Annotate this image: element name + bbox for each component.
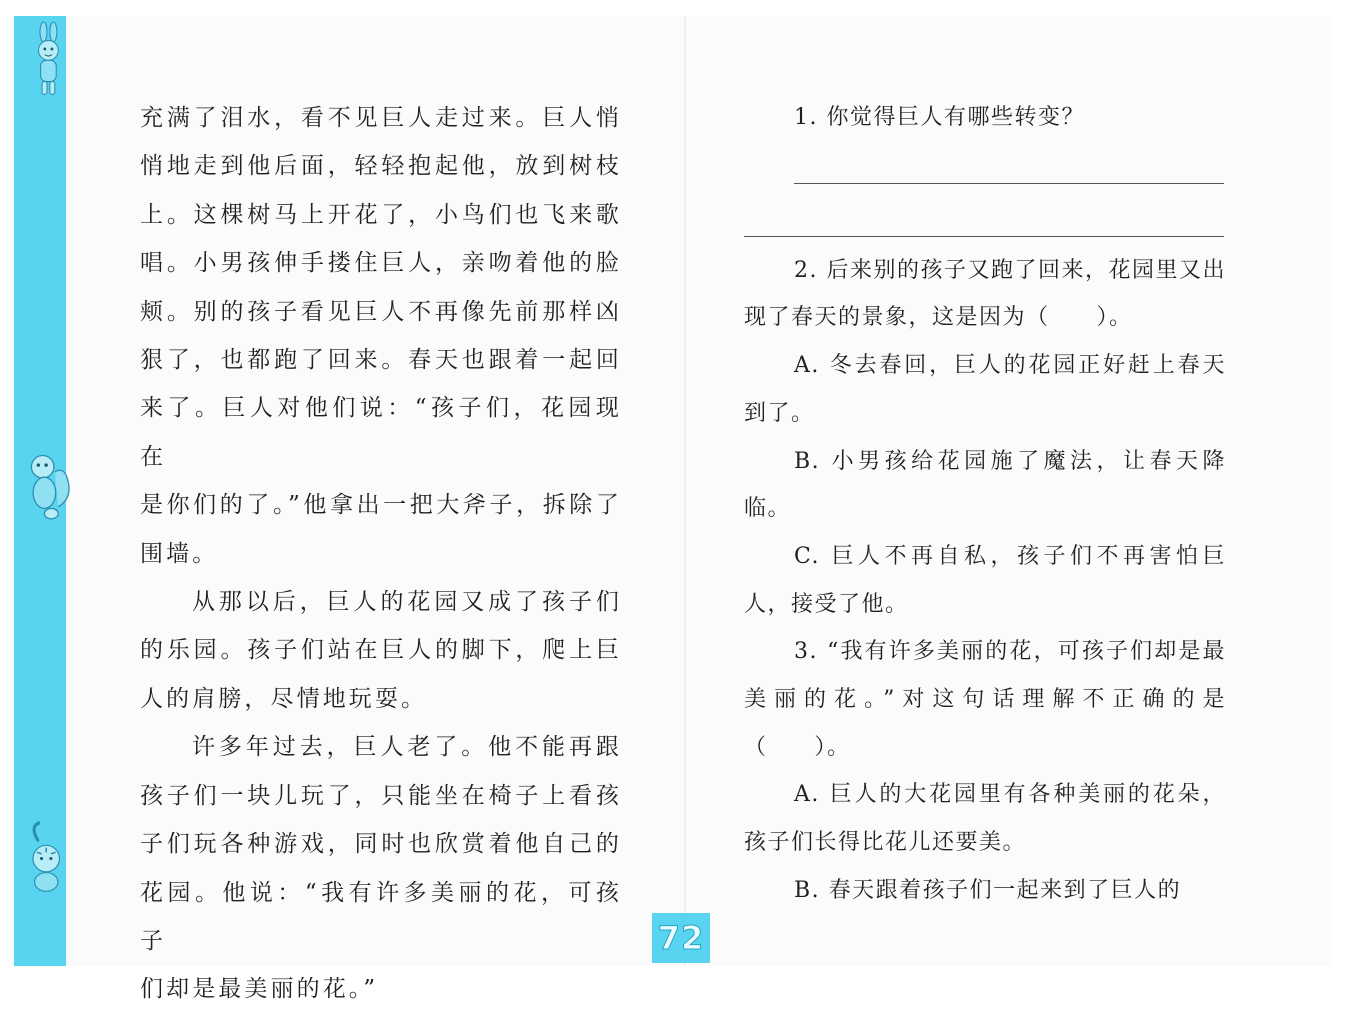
- text-line: 许多年过去，巨人老了。他不能再跟: [192, 734, 622, 761]
- paragraph-3: [140, 723, 622, 1013]
- text-line: 充满了泪水，看不见巨人走过来。巨人悄: [140, 105, 622, 131]
- answer-line-2[interactable]: [744, 236, 1224, 237]
- text-line: 上。这棵树马上开花了，小鸟们也飞来歌: [140, 201, 622, 228]
- margin-color-strip: [14, 16, 66, 966]
- page-number-badge: [652, 913, 710, 963]
- answer-space: [744, 142, 1226, 247]
- option-2b: B. 小男孩给花园施了魔法，让春天降临。: [744, 448, 1226, 522]
- paragraph-1: [140, 94, 622, 578]
- question-1: 1. 你觉得巨人有哪些转变？: [794, 105, 1085, 130]
- text-line: 颊。别的孩子看见巨人不再像先前那样凶: [140, 298, 622, 325]
- page-number: 72: [657, 919, 705, 957]
- option-2c: C. 巨人不再自私，孩子们不再害怕巨人，接受了他。: [744, 543, 1226, 617]
- book-spine: [684, 16, 686, 966]
- text-line: 是你们的了。”他拿出一把大斧子，拆除了: [140, 492, 622, 519]
- answer-line-1[interactable]: [794, 183, 1224, 184]
- text-line: 唱。小男孩伸手搂住巨人，亲吻着他的脸: [140, 250, 622, 277]
- text-line: 来了。巨人对他们说：“孩子们，花园现在: [140, 395, 622, 470]
- paragraph-2: [140, 578, 622, 723]
- text-line: 子们玩各种游戏，同时也欣赏着他自己的: [140, 831, 622, 858]
- question-3: 3. “我有许多美丽的花，可孩子们却是最美丽的花。”对这句话理解不正确的是（ ）。: [744, 639, 1226, 760]
- question-2: 2. 后来别的孩子又跑了回来，花园里又出现了春天的景象，这是因为（ ）。: [744, 257, 1226, 331]
- story-text: [140, 94, 622, 1014]
- text-line: 人的肩膀，尽情地玩耍。: [140, 685, 428, 712]
- text-line: 从那以后，巨人的花园又成了孩子们: [192, 589, 622, 616]
- text-line: 们却是最美丽的花。”: [140, 976, 379, 1003]
- text-line: 孩子们一块儿玩了，只能坐在椅子上看孩: [140, 782, 622, 809]
- questions: [744, 94, 1226, 915]
- text-line: 花园。他说：“我有许多美丽的花，可孩子: [140, 879, 622, 954]
- option-3b: B. 春天跟着孩子们一起来到了巨人的: [794, 877, 1182, 903]
- text-line: 围墙。: [140, 540, 219, 567]
- text-line: 悄地走到他后面，轻轻抱起他，放到树枝: [140, 153, 622, 180]
- text-line: 的乐园。孩子们站在巨人的脚下，爬上巨: [140, 637, 622, 664]
- text-line: 狠了，也都跑了回来。春天也跟着一起回: [140, 347, 622, 374]
- option-2a: A. 冬去春回，巨人的花园正好赶上春天到了。: [744, 353, 1226, 426]
- option-3a: A. 巨人的大花园里有各种美丽的花朵，孩子们长得比花儿还要美。: [744, 782, 1226, 856]
